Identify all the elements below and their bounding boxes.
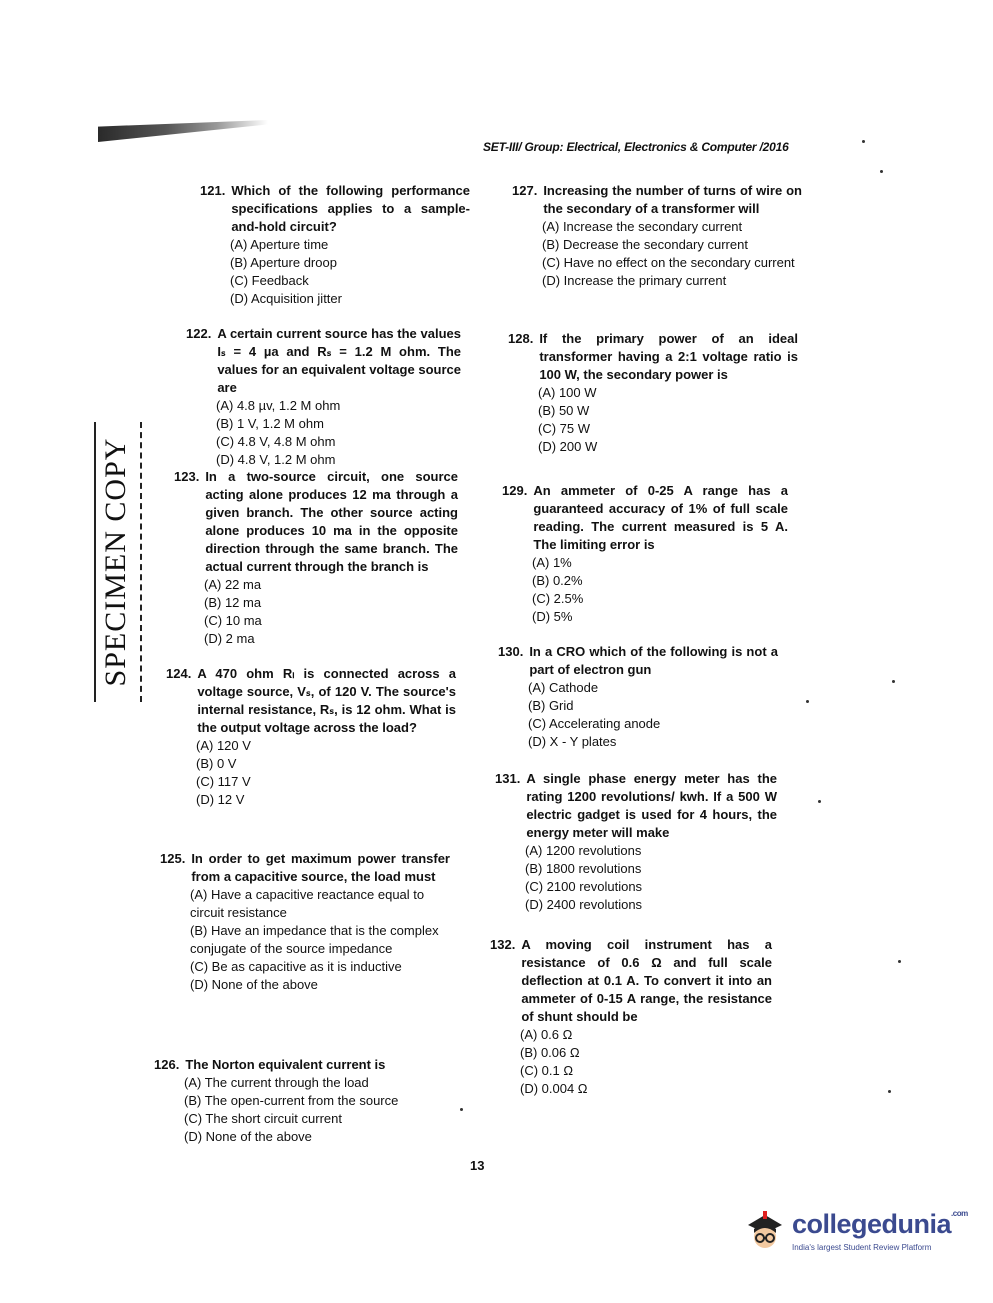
option-b: (B) The open-current from the source <box>184 1093 399 1108</box>
option-d: (D) 12 V <box>196 792 245 807</box>
question-stem: Increasing the number of turns of wire on the secondary of a transformer will <box>543 183 802 216</box>
scan-speck <box>892 680 895 683</box>
option-list <box>508 384 798 456</box>
option-a: (A) 1% <box>532 555 572 570</box>
question-stem: In order to get maximum power transfer from a capacitive source, the load must <box>191 851 450 884</box>
option-b: (B) Grid <box>528 698 574 713</box>
option-c: (C) Be as capacitive as it is inductive <box>190 959 402 974</box>
option-b: (B) 0.06 Ω <box>520 1045 580 1060</box>
option-c: (C) 117 V <box>196 774 251 789</box>
question-129 <box>502 482 788 626</box>
brand-footer <box>742 1203 968 1263</box>
question-stem: A 470 ohm Rₗ is connected across a voltage source, Vₛ, of 120 V. The source's internal resistance, Rₛ, is 12 ohm. What is the output voltage across the load? <box>197 666 456 735</box>
option-list <box>174 576 458 648</box>
brand-name-text: collegedunia <box>792 1209 952 1239</box>
scan-speck <box>888 1090 891 1093</box>
option-c: (C) Feedback <box>230 273 309 288</box>
question-131 <box>495 770 777 914</box>
question-stem: In a two-source circuit, one source acting alone produces 12 ma through a given branch. The other source acting alone produces 10 ma in the opposite direction through the same branch. The actual current through the branch is <box>205 469 458 574</box>
question-stem: If the primary power of an ideal transformer having a 2:1 voltage ratio is 100 W, the secondary power is <box>539 331 798 382</box>
question-stem: In a CRO which of the following is not a part of electron gun <box>529 644 778 677</box>
option-b: (B) 1 V, 1.2 M ohm <box>216 416 324 431</box>
question-stem: An ammeter of 0-25 A range has a guaranteed accuracy of 1% of full scale reading. The current measured is 5 A. The limiting error is <box>533 483 788 552</box>
scan-speck <box>862 140 865 143</box>
option-c: (C) Accelerating anode <box>528 716 661 731</box>
brand-suffix: .com <box>951 1209 968 1218</box>
scan-speck <box>818 800 821 803</box>
question-128 <box>508 330 798 456</box>
brand-tagline: India's largest Student Review Platform <box>792 1243 932 1252</box>
option-a: (A) Cathode <box>528 680 599 695</box>
question-number: 121. <box>200 183 226 198</box>
option-b: (B) 0 V <box>196 756 237 771</box>
question-number: 123. <box>174 469 200 484</box>
option-d: (D) None of the above <box>184 1129 312 1144</box>
option-list <box>160 886 450 994</box>
option-b: (B) 1800 revolutions <box>525 861 642 876</box>
option-d: (D) 200 W <box>538 439 598 454</box>
option-list <box>154 1074 444 1146</box>
question-121 <box>200 182 470 308</box>
option-list <box>186 397 461 469</box>
option-d: (D) Increase the primary current <box>542 273 727 288</box>
option-c: (C) Have no effect on the secondary current <box>542 255 795 270</box>
question-132 <box>490 936 772 1098</box>
question-number: 129. <box>502 483 528 498</box>
question-number: 124. <box>166 666 192 681</box>
option-a: (A) Increase the secondary current <box>542 219 743 234</box>
graduate-mascot-icon <box>742 1207 788 1253</box>
option-a: (A) The current through the load <box>184 1075 369 1090</box>
question-number: 128. <box>508 331 534 346</box>
option-b: (B) Have an impedance that is the complex conjugate of the source impedance <box>190 923 439 956</box>
option-c: (C) 0.1 Ω <box>520 1063 574 1078</box>
option-a: (A) 1200 revolutions <box>525 843 642 858</box>
option-c: (C) 4.8 V, 4.8 M ohm <box>216 434 336 449</box>
option-c: (C) 2100 revolutions <box>525 879 643 894</box>
question-stem: A single phase energy meter has the rating 1200 revolutions/ kwh. If a 500 W electric gadget is used for 4 hours, the energy meter will make <box>526 771 777 840</box>
option-b: (B) 0.2% <box>532 573 583 588</box>
page-number: 13 <box>470 1158 485 1173</box>
option-list <box>502 554 788 626</box>
option-a: (A) 100 W <box>538 385 597 400</box>
option-c: (C) 10 ma <box>204 613 262 628</box>
scan-speck <box>460 1108 463 1111</box>
option-list <box>512 218 802 290</box>
option-d: (D) 0.004 Ω <box>520 1081 588 1096</box>
option-c: (C) 2.5% <box>532 591 584 606</box>
question-number: 122. <box>186 326 212 341</box>
question-126 <box>154 1056 444 1146</box>
question-124 <box>166 665 456 809</box>
option-a: (A) 120 V <box>196 738 251 753</box>
option-c: (C) The short circuit current <box>184 1111 342 1126</box>
question-130 <box>498 643 778 751</box>
option-d: (D) 4.8 V, 1.2 M ohm <box>216 452 336 467</box>
question-stem: Which of the following performance specifications applies to a sample-and-hold circuit? <box>231 183 470 234</box>
option-d: (D) 2400 revolutions <box>525 897 643 912</box>
question-number: 132. <box>490 937 516 952</box>
scan-speck <box>898 960 901 963</box>
option-a: (A) Have a capacitive reactance equal to circuit resistance <box>190 887 425 920</box>
option-b: (B) Aperture droop <box>230 255 337 270</box>
question-125 <box>160 850 450 994</box>
question-stem: A certain current source has the values Iₛ = 4 µa and Rₛ = 1.2 M ohm. The values for an equivalent voltage source are <box>217 326 461 395</box>
option-b: (B) 12 ma <box>204 595 262 610</box>
option-b: (B) 50 W <box>538 403 590 418</box>
scan-speck <box>880 170 883 173</box>
scan-speck <box>806 700 809 703</box>
specimen-watermark: SPECIMEN COPY <box>94 422 142 702</box>
question-127 <box>512 182 802 290</box>
option-list <box>200 236 470 308</box>
question-122 <box>186 325 461 469</box>
question-stem: A moving coil instrument has a resistance of 0.6 Ω and full scale deflection at 0.1 A. To convert it into an ammeter of 0-15 A range, the resistance of shunt should be <box>521 937 772 1024</box>
option-a: (A) Aperture time <box>230 237 329 252</box>
option-d: (D) 2 ma <box>204 631 255 646</box>
brand-name <box>792 1209 968 1240</box>
question-number: 131. <box>495 771 521 786</box>
question-number: 125. <box>160 851 186 866</box>
option-list <box>498 679 778 751</box>
option-list <box>495 842 777 914</box>
option-d: (D) Acquisition jitter <box>230 291 342 306</box>
option-a: (A) 22 ma <box>204 577 262 592</box>
option-a: (A) 4.8 µv, 1.2 M ohm <box>216 398 341 413</box>
option-d: (D) X - Y plates <box>528 734 617 749</box>
option-list <box>166 737 456 809</box>
option-list <box>490 1026 772 1098</box>
question-number: 126. <box>154 1057 180 1072</box>
option-c: (C) 75 W <box>538 421 590 436</box>
option-b: (B) Decrease the secondary current <box>542 237 748 252</box>
question-stem: The Norton equivalent current is <box>185 1057 386 1072</box>
page-header: SET-III/ Group: Electrical, Electronics & Computer /2016 <box>483 140 789 154</box>
question-number: 127. <box>512 183 538 198</box>
option-a: (A) 0.6 Ω <box>520 1027 573 1042</box>
scan-artifact-stamp <box>98 120 268 142</box>
option-d: (D) 5% <box>532 609 573 624</box>
question-123 <box>174 468 458 648</box>
specimen-sidebar <box>96 420 140 700</box>
question-number: 130. <box>498 644 524 659</box>
option-d: (D) None of the above <box>190 977 318 992</box>
